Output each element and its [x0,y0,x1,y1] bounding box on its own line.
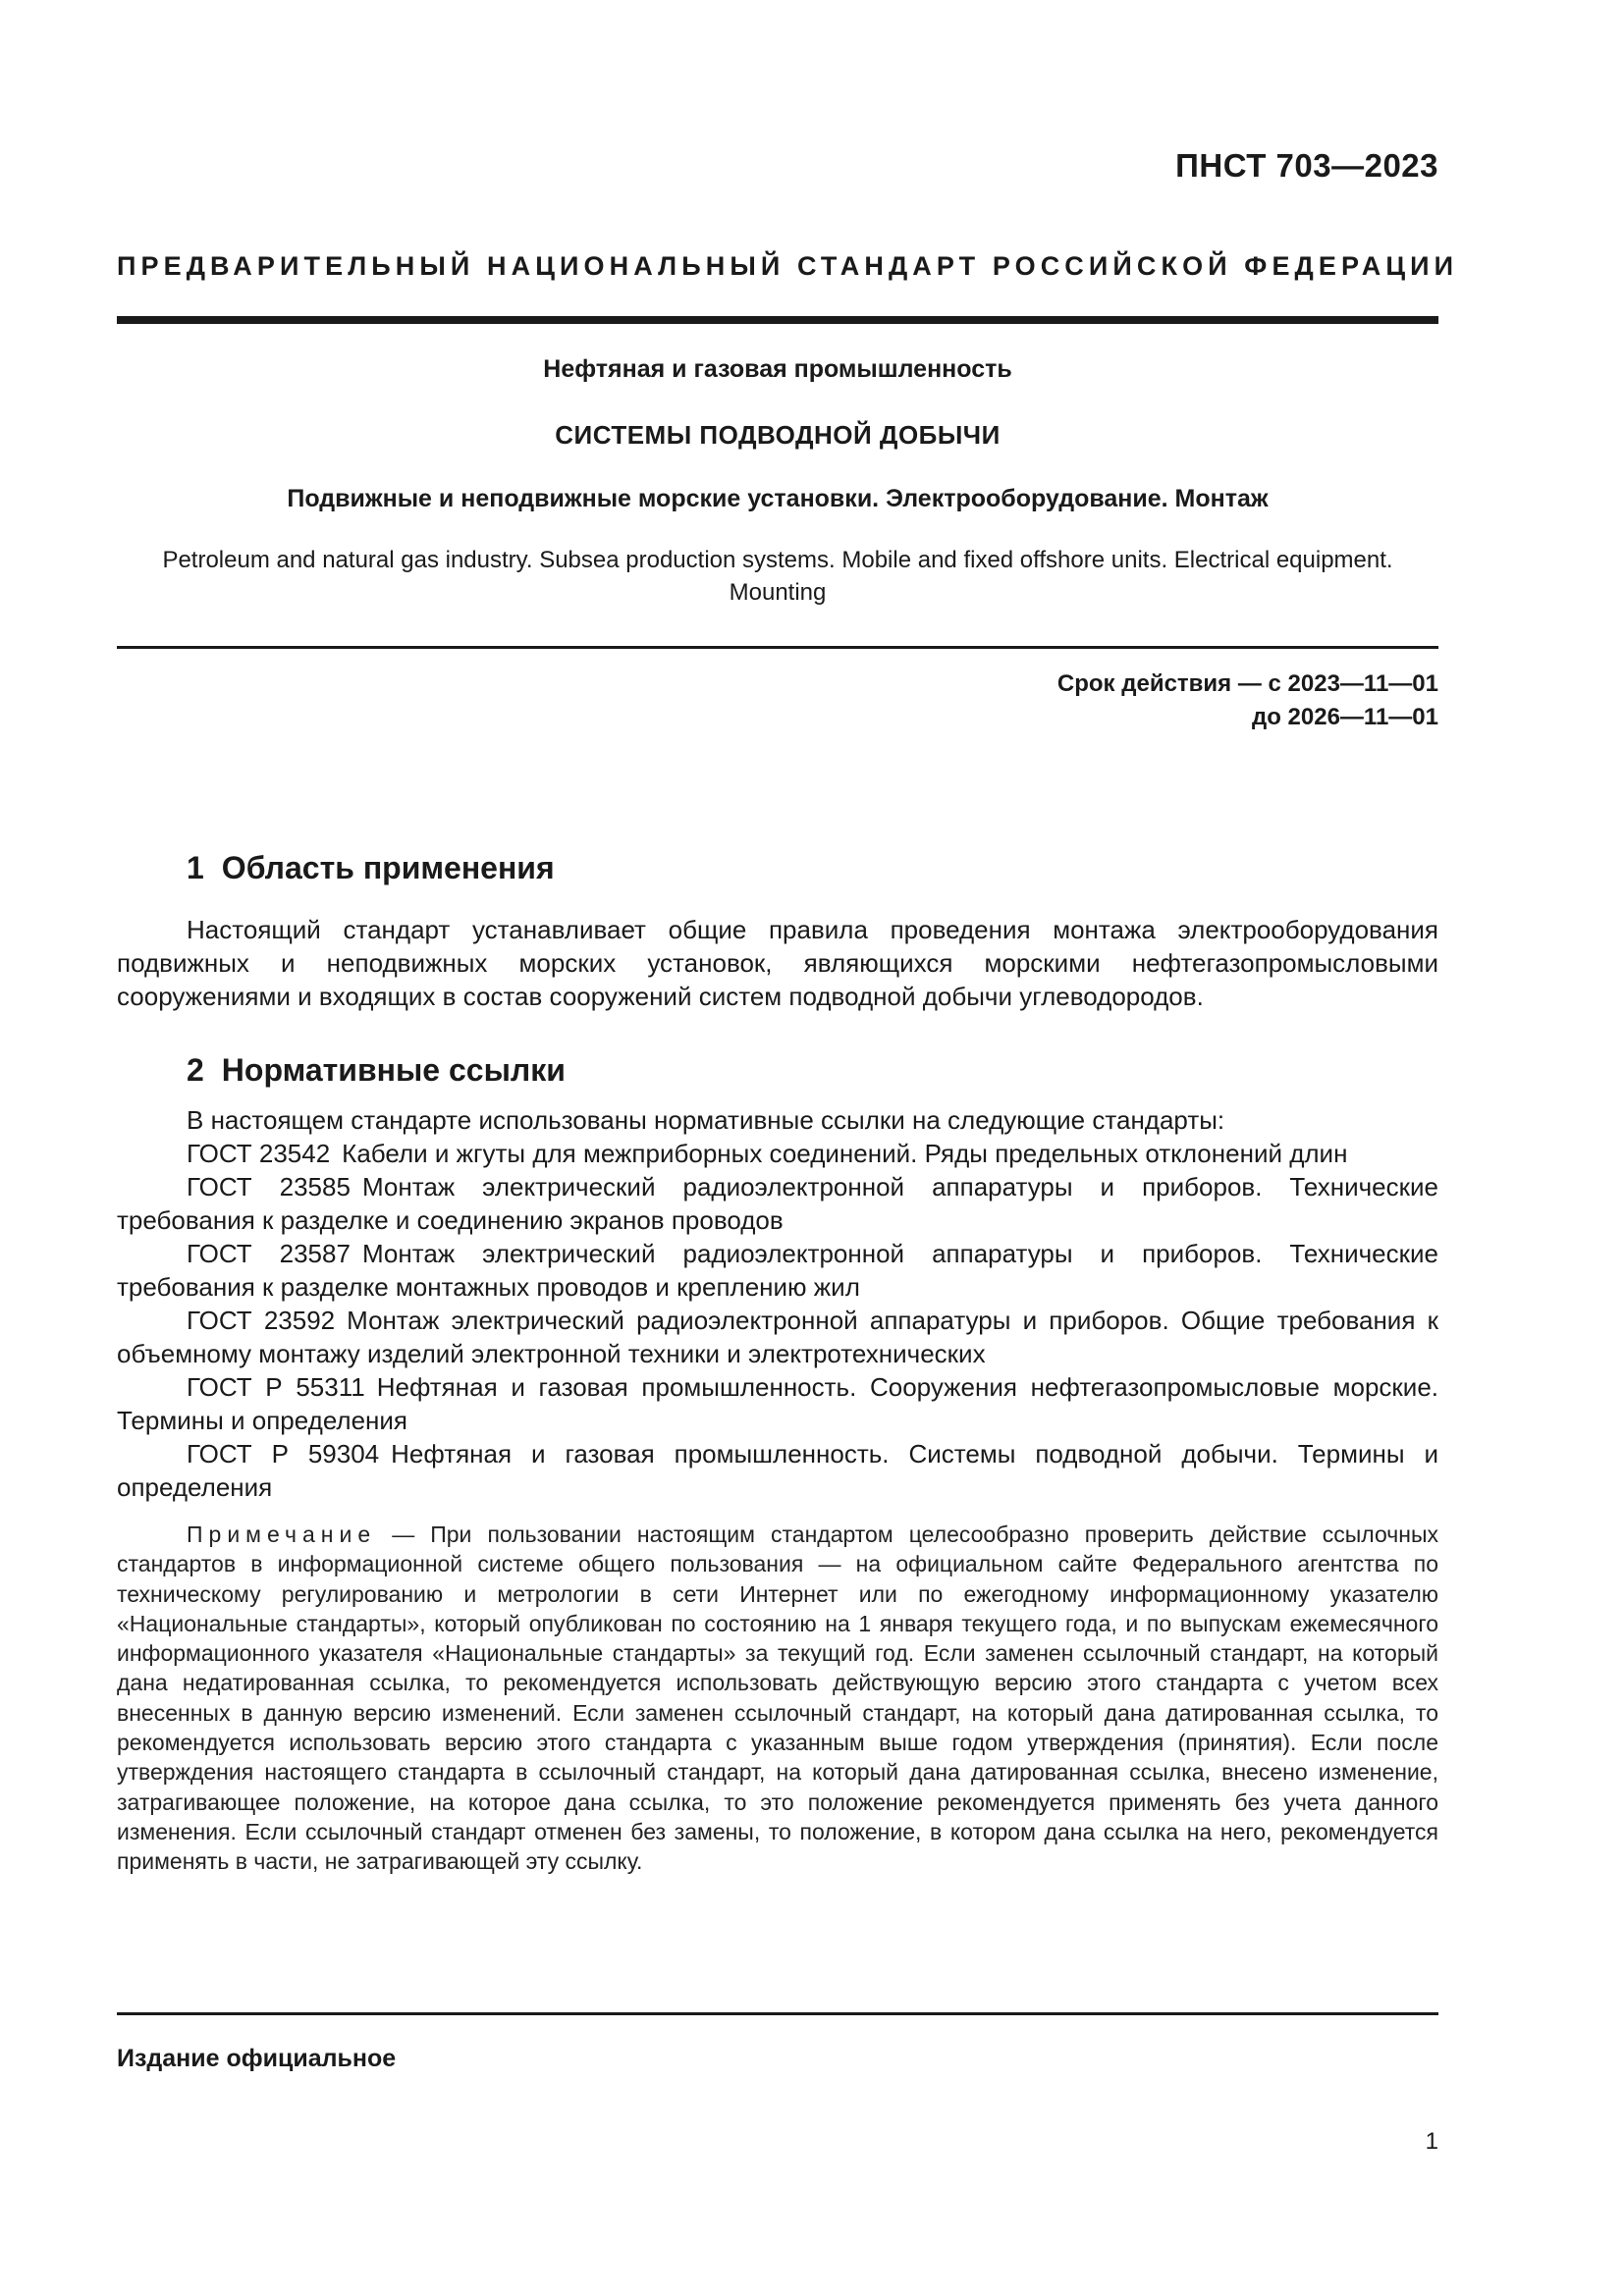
references-note [117,1520,1438,1877]
reference-title: Монтаж электрический радиоэлектронной аппаратуры и приборов. Технические требования к разделке и соединению экранов проводов [117,1172,1438,1235]
reference-code: ГОСТ 23592 [187,1306,336,1335]
title-english-line2: Mounting [729,579,827,606]
section-1-heading [187,850,555,886]
title-industry: Нефтяная и газовая промышленность [543,355,1012,383]
edition-label: Издание официальное [117,2045,397,2072]
standard-status: ПРЕДВАРИТЕЛЬНЫЙ НАЦИОНАЛЬНЫЙ СТАНДАРТ РОССИЙСКОЙ ФЕДЕРАЦИИ [117,251,1459,281]
reference-item [117,1437,1438,1504]
footer-divider [117,2012,1438,2015]
section-1-title: Область применения [221,850,555,885]
section-1-text: Настоящий стандарт устанавливает общие правила проведения монтажа электрооборудования подвижных и неподвижных морских установок, являющихся морскими нефтегазопромысловыми сооружениями и входящих в состав сооружений систем подводной добычи углеводородов. [117,915,1438,1011]
note-label: Примечание [187,1522,377,1547]
header-divider [117,316,1438,324]
reference-item [117,1137,1438,1170]
reference-title: Кабели и жгуты для межприборных соединений. Ряды предельных отклонений длин [342,1139,1348,1168]
reference-code: ГОСТ Р 59304 [187,1439,380,1468]
title-main: СИСТЕМЫ ПОДВОДНОЙ ДОБЫЧИ [555,420,1001,450]
title-divider [117,646,1438,649]
reference-code: ГОСТ 23542 [187,1139,331,1168]
document-designation: ПНСТ 703—2023 [1175,147,1438,184]
reference-item [117,1304,1438,1370]
title-english [117,544,1438,609]
reference-title: Монтаж электрический радиоэлектронной аппаратуры и приборов. Общие требования к объемному монтажу изделий электронной техники и электротехнических [117,1306,1438,1368]
reference-item [117,1170,1438,1237]
reference-title: Нефтяная и газовая промышленность. Системы подводной добычи. Термины и определения [117,1439,1438,1502]
title-english-line1: Petroleum and natural gas industry. Subsea production systems. Mobile and fixed offshore units. Electrical equipment. [162,547,1393,573]
section-1-number: 1 [187,850,204,885]
section-2-number: 2 [187,1052,204,1088]
validity-period [1057,667,1438,734]
reference-code: ГОСТ Р 55311 [187,1372,365,1402]
reference-item [117,1237,1438,1304]
reference-item [117,1370,1438,1437]
note-text: — При пользовании настоящим стандартом целесообразно проверить действие ссылочных стандартов в информационной системе общего пользования — на официальном сайте Федерального агентства по техническому регулированию и метрологии в сети Интернет или по ежегодному информационному указателю «Национальные стандарты», который опубликован по состоянию на 1 января текущего года, и по выпускам ежемесячного информационного указателя «Национальные стандарты» за текущий год. Если заменен ссылочный стандарт, на который дана недатированная ссылка, то рекомендуется использовать действующую версию этого стандарта с учетом всех внесенных в данную версию изменений. Если заменен ссылочный стандарт, на который дана датированная ссылка, то рекомендуется использовать версию этого стандарта с указанным выше годом утверждения (принятия). Если после утверждения настоящего стандарта в ссылочный стандарт, на который дана датированная ссылка, внесено изменение, затрагивающее положение, на которое дана ссылка, то это положение рекомендуется применять без учета данного изменения. Если ссылочный стандарт отменен без замены, то положение, в котором дана ссылка на него, рекомендуется применять в части, не затрагивающей эту ссылку. [117,1522,1438,1875]
section-2-heading [187,1052,566,1089]
page-number: 1 [1425,2128,1438,2155]
validity-from: Срок действия — с 2023—11—01 [1056,670,1438,697]
normative-references [117,1103,1438,1504]
title-subject: Подвижные и неподвижные морские установки. Электрооборудование. Монтаж [287,485,1269,512]
validity-to: до 2026—11—01 [1251,704,1438,730]
reference-code: ГОСТ 23585 [187,1172,351,1201]
reference-title: Нефтяная и газовая промышленность. Сооружения нефтегазопромысловые морские. Термины и определения [117,1372,1439,1435]
references-intro: В настоящем стандарте использованы нормативные ссылки на следующие стандарты: [187,1105,1225,1135]
reference-title: Монтаж электрический радиоэлектронной аппаратуры и приборов. Технические требования к разделке монтажных проводов и креплению жил [117,1239,1438,1302]
section-2-title: Нормативные ссылки [221,1052,566,1088]
section-1-body [117,913,1438,1013]
reference-code: ГОСТ 23587 [187,1239,351,1268]
